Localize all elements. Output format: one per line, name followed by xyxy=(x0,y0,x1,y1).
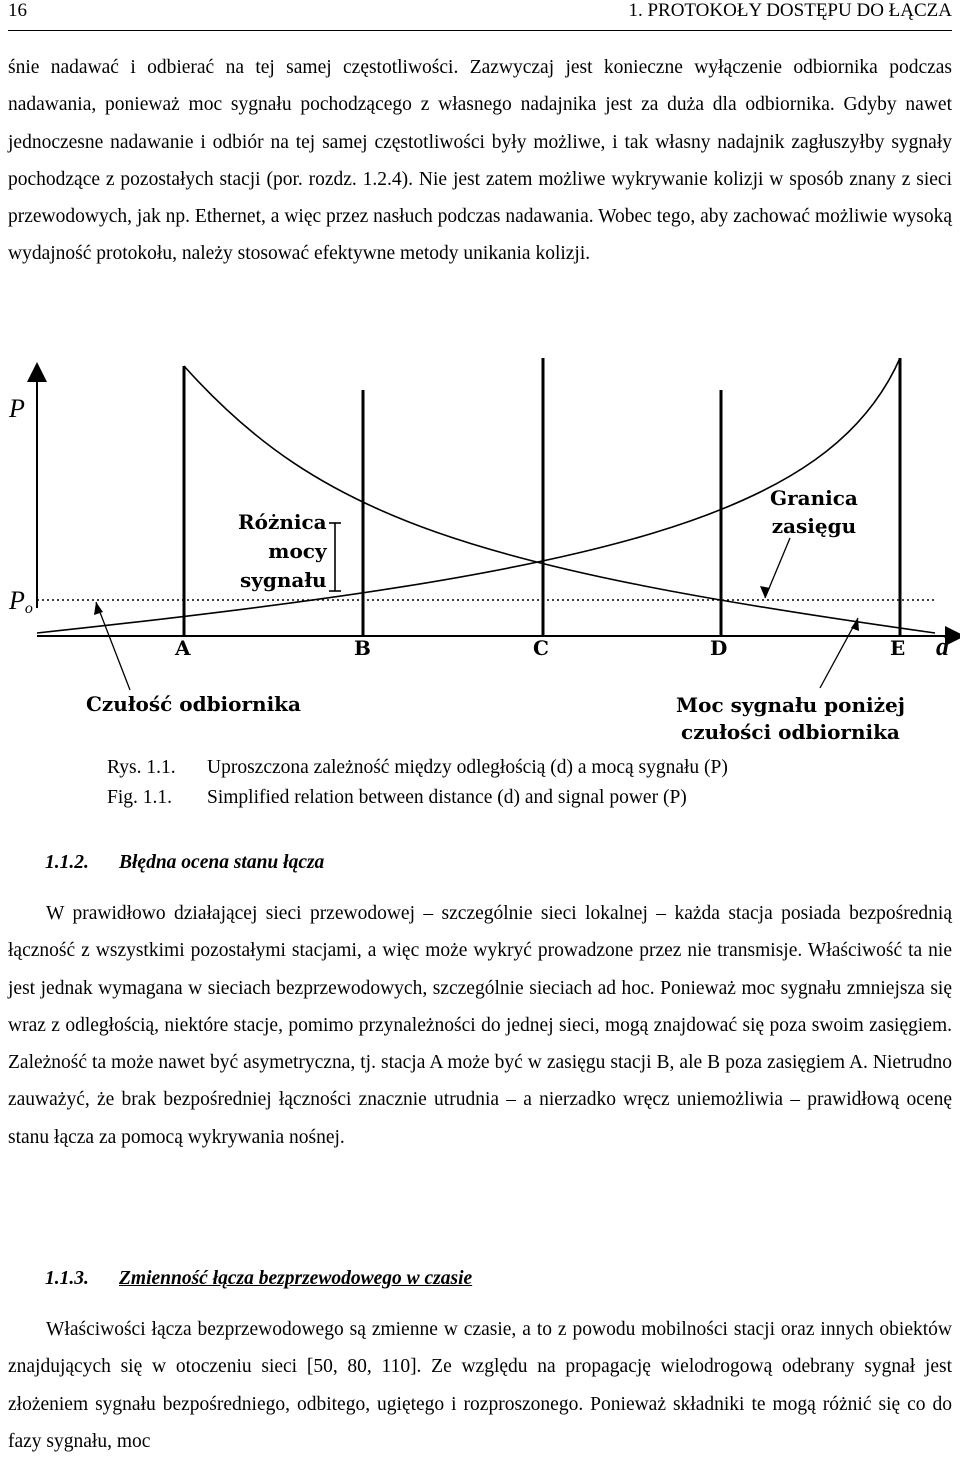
caption-en xyxy=(107,783,728,813)
figure-caption xyxy=(107,753,728,813)
threshold-label-main: P xyxy=(9,586,25,615)
station-label-d: D xyxy=(710,636,728,660)
station-label-a: A xyxy=(175,636,191,660)
pointer-receiver-sensitivity xyxy=(96,602,130,690)
caption-pl-text: Uproszczona zależność między odległością (d) a mocą sygnału (P) xyxy=(207,757,728,778)
section-number-112: 1.1.2. xyxy=(45,852,89,873)
section-body-113: Właściwości łącza bezprzewodowego są zmienne w czasie, a to z powodu mobilności stacji oraz innych obiektów znajdujących się w otoczeniu sieci [50, 80, 110]. Ze względu na propagację wielodrogową odebrany sygnał jest złożeniem sygnału bezpośredniego, odbitego, ugiętego i rozproszonego. Ponieważ składniki te mogą różnić się co do fazy sygnału, moc xyxy=(8,1319,952,1452)
figure-power-vs-distance xyxy=(0,358,960,753)
section-heading-112 xyxy=(45,852,324,874)
running-head: 1. PROTOKOŁY DOSTĘPU DO ŁĄCZA xyxy=(628,0,952,21)
page-header xyxy=(8,0,952,31)
caption-en-number: Fig. 1.1. xyxy=(107,787,173,808)
power-difference-line-3: sygnału xyxy=(239,568,327,592)
station-label-b: B xyxy=(354,636,371,660)
section-title-112: Błędna ocena stanu łącza xyxy=(119,852,325,873)
power-difference-label xyxy=(238,508,327,595)
pointer-below-sensitivity xyxy=(820,618,858,688)
range-limit-line-1: Granica xyxy=(770,486,858,510)
below-sensitivity-label xyxy=(676,692,905,746)
section-heading-113 xyxy=(45,1268,472,1290)
station-label-c: C xyxy=(533,636,549,660)
station-label-e: E xyxy=(890,636,906,660)
caption-pl xyxy=(107,753,728,783)
range-limit-label xyxy=(770,484,858,540)
power-difference-line-1: Różnica xyxy=(238,510,327,534)
page-number: 16 xyxy=(8,0,27,21)
below-sensitivity-line-2: czułości odbiornika xyxy=(681,720,900,744)
section-body-112: W prawidłowo działającej sieci przewodowej – szczególnie sieci lokalnej – każda stacja posiada bezpośrednią łączność z wszystkimi pozostałymi stacjami, a więc może wykryć prowadzone przez nie transmisje. Właściwość ta nie jest jednak wymagana w sieciach bezprzewodowych, szczególnie sieciach ad hoc. Ponieważ moc sygnału zmniejsza się wraz z odległością, niektóre stacje, pomimo przynależności do jednej sieci, mogą znajdować się poza swoim zasięgiem. Zależność ta może nawet być asymetryczna, tj. stacja A może być w zasięgu stacji B, ale B poza zasięgiem A. Nietrudno zauważyć, że brak bezpośredniej łączności znacznie utrudnia – a nierzadko wręcz uniemożliwia – prawidłową ocenę stanu łącza za pomocą wykrywania nośnej. xyxy=(8,903,952,1148)
range-limit-line-2: zasięgu xyxy=(771,514,857,538)
section-title-113: Zmienność łącza bezprzewodowego w czasie xyxy=(119,1268,473,1289)
intro-paragraph: śnie nadawać i odbierać na tej samej częstotliwości. Zazwyczaj jest konieczne wyłączenie odbiornika podczas nadawania, ponieważ moc sygnału pochodzącego z własnego nadajnika jest za duża dla odbiornika. Gdyby nawet jednoczesne nadawanie i odbiór na tej samej częstotliwości były możliwe, i tak własny nadajnik zagłuszyłby sygnały pochodzące z pozostałych stacji (por. rozdz. 1.2.4). Nie jest zatem możliwe wykrywanie kolizji w sposób znany z sieci przewodowych, jak np. Ethernet, a więc przez nasłuch podczas nadawania. Wobec tego, aby zachować możliwie wysoką wydajność protokołu, należy stosować efektywne metody unikania kolizji. xyxy=(8,57,952,265)
caption-en-text: Simplified relation between distance (d) and signal power (P) xyxy=(207,787,687,808)
power-difference-line-2: mocy xyxy=(268,539,327,563)
x-axis-label: d xyxy=(936,632,949,661)
threshold-label xyxy=(9,586,33,618)
caption-pl-number: Rys. 1.1. xyxy=(107,757,176,778)
receiver-sensitivity-label: Czułość odbiornika xyxy=(86,692,301,716)
section-number-113: 1.1.3. xyxy=(45,1268,89,1289)
y-axis-label: P xyxy=(9,394,25,423)
threshold-label-sub: o xyxy=(24,600,33,617)
below-sensitivity-line-1: Moc sygnału poniżej xyxy=(676,693,905,717)
